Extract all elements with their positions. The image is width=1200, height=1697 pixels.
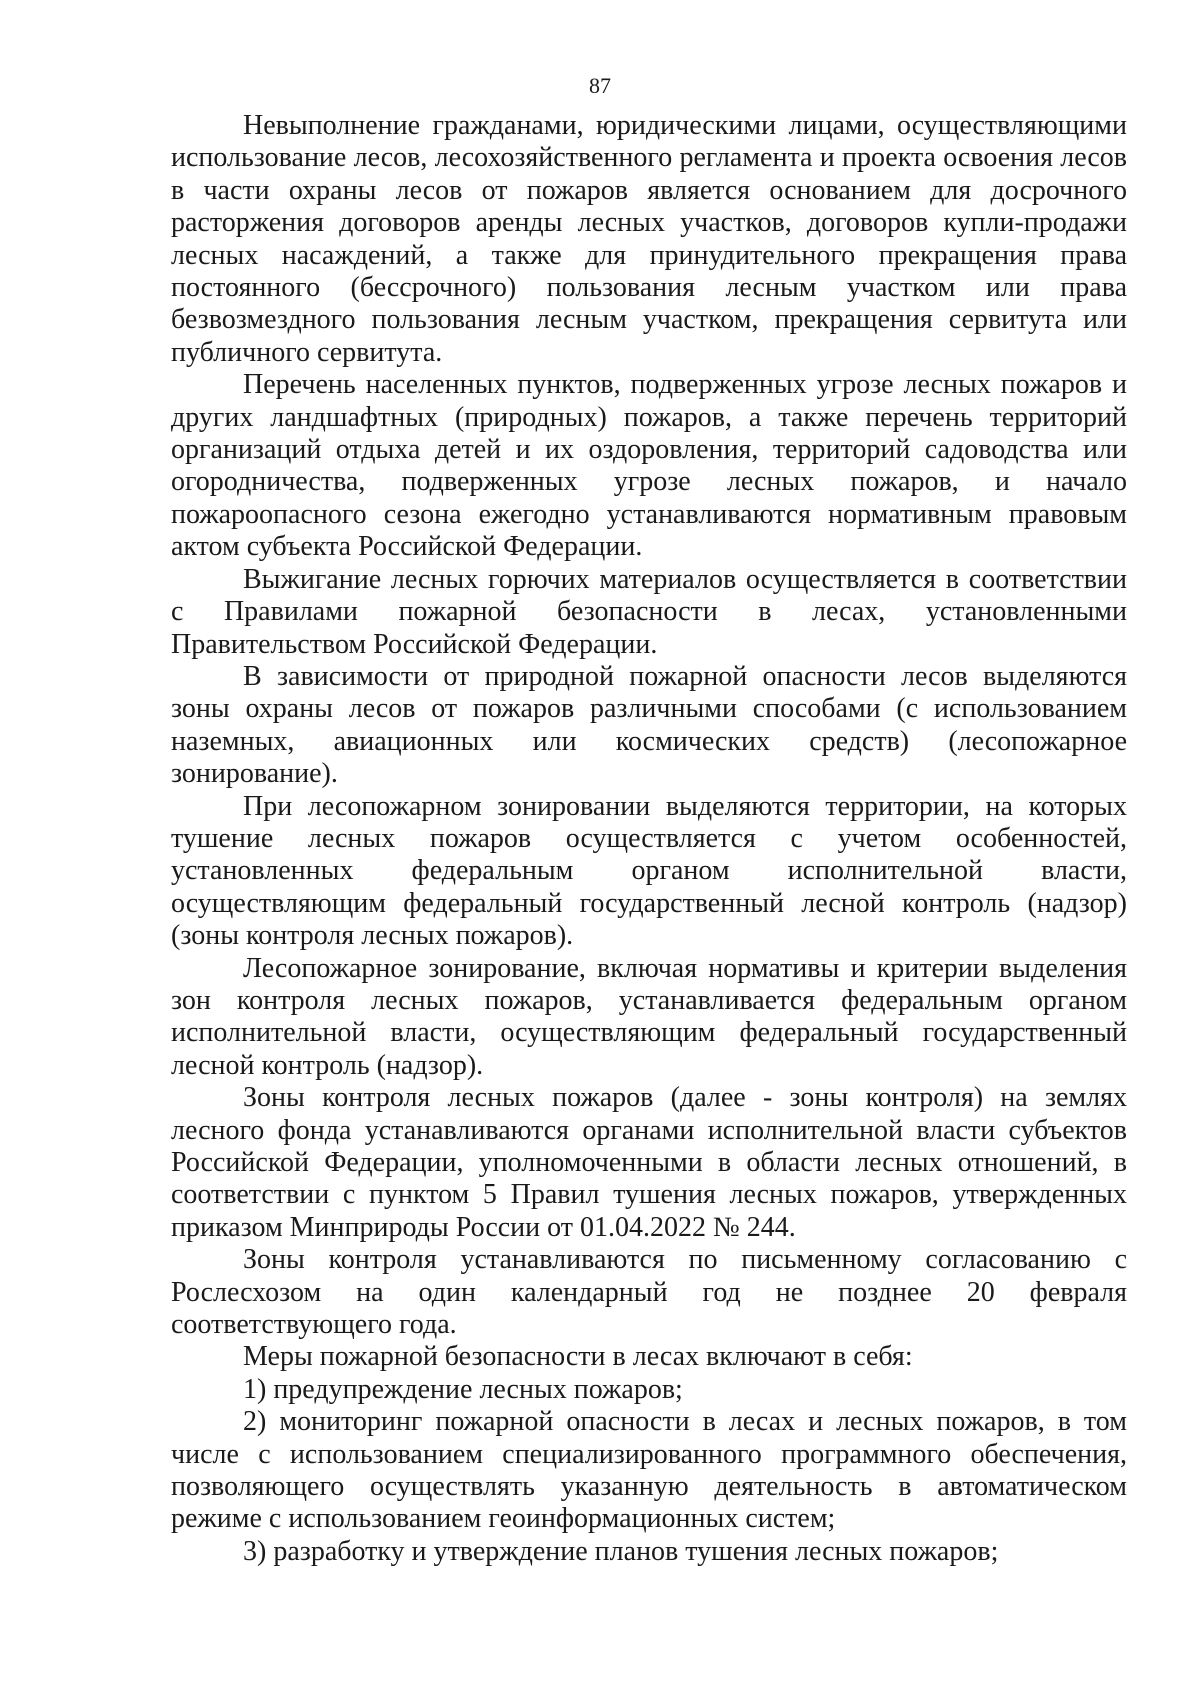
paragraph-control-zones: Зоны контроля лесных пожаров (далее - зоны контроля) на землях лесного фонда устанавливаются органами исполнительной власти субъектов Российской Федерации, уполномоченными в области лесных отношений, в соответствии с пунктом 5 Правил тушения лесных пожаров, утвержденных приказом Минприроды России от 01.04.2022 № 244.: [171, 1082, 1127, 1243]
paragraph-protection-zones: В зависимости от природной пожарной опасности лесов выделяются зоны охраны лесов от пожаров различными способами (с использованием наземных, авиационных или космических средств) (лесопожарное зонирование).: [171, 660, 1127, 790]
paragraph-termination-grounds: Невыполнение гражданами, юридическими лицами, осуществляющими использование лесов, лесохозяйственного регламента и проекта освоения лесов в части охраны лесов от пожаров является основанием для досрочного расторжения договоров аренды лесных участков, договоров купли-продажи лесных насаждений, а также для принудительного прекращения права постоянного (бессрочного) пользования лесным участком или права безвозмездного пользования лесным участком, прекращения сервитута или публичного сервитута.: [171, 110, 1127, 368]
paragraph-zoning-territories: При лесопожарном зонировании выделяются территории, на которых тушение лесных пожаров осуществляется с учетом особенностей, установленных федеральным органом исполнительной власти, осуществляющим федеральный государственный лесной контроль (надзор) (зоны контроля лесных пожаров).: [171, 790, 1127, 952]
list-item-fire-plans: 3) разработку и утверждение планов тушения лесных пожаров;: [243, 1535, 999, 1567]
document-body: [171, 110, 1127, 1568]
paragraph-safety-measures-intro: Меры пожарной безопасности в лесах включают в себя:: [243, 1341, 913, 1373]
list-item-prevention: 1) предупреждение лесных пожаров;: [243, 1373, 683, 1405]
paragraph-burning-materials: Выжигание лесных горючих материалов осуществляется в соответствии с Правилами пожарной безопасности в лесах, установленными Правительством Российской Федерации.: [171, 563, 1127, 660]
page-number: 87: [589, 73, 611, 98]
list-item-monitoring: 2) мониторинг пожарной опасности в лесах и лесных пожаров, в том числе с использованием специализированного программного обеспечения, позволяющего осуществлять указанную деятельность в автоматическом режиме с использованием геоинформационных систем;: [171, 1406, 1127, 1535]
paragraph-settlements-list: Перечень населенных пунктов, подверженных угрозе лесных пожаров и других ландшафтных (природных) пожаров, а также перечень территорий организаций отдыха детей и их оздоровления, территорий садоводства или огородничества, подверженных угрозе лесных пожаров, и начало пожароопасного сезона ежегодно устанавливаются нормативным правовым актом субъекта Российской Федерации.: [171, 369, 1127, 563]
paragraph-zoning-norms: Лесопожарное зонирование, включая нормативы и критерии выделения зон контроля лесных пожаров, устанавливается федеральным органом исполнительной власти, осуществляющим федеральный государственный лесной контроль (надзор).: [171, 952, 1127, 1081]
paragraph-control-zones-agreement: Зоны контроля устанавливаются по письменному согласованию с Рослесхозом на один календарный год не позднее 20 февраля соответствующего года.: [171, 1244, 1127, 1341]
